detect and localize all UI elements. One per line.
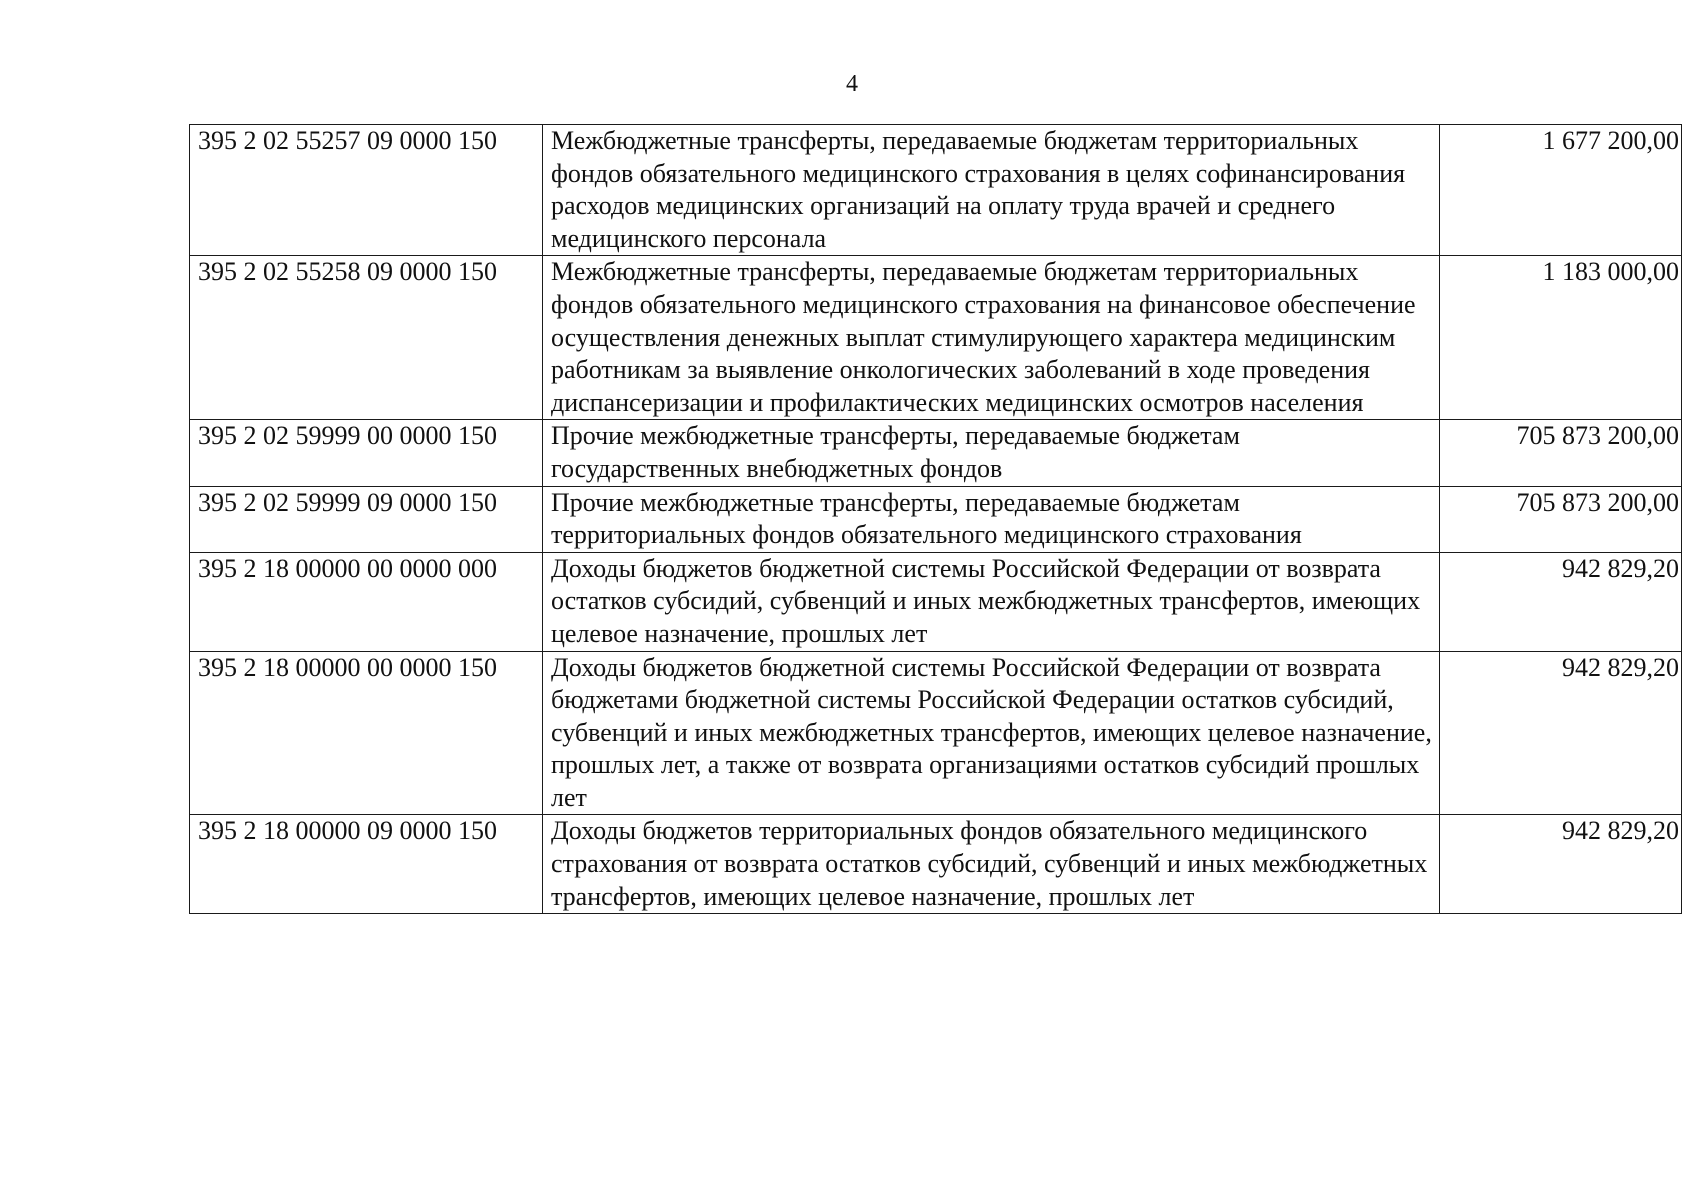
description-cell: Прочие межбюджетные трансферты, передаваемые бюджетам территориальных фондов обязательного медицинского страхования — [543, 486, 1440, 552]
budget-code-cell: 395 2 02 59999 00 0000 150 — [190, 420, 543, 486]
budget-code-cell: 395 2 18 00000 09 0000 150 — [190, 815, 543, 914]
table-row — [190, 256, 1682, 420]
description-cell: Доходы бюджетов бюджетной системы Российской Федерации от возврата остатков субсидий, субвенций и иных межбюджетных трансфертов, имеющих целевое назначение, прошлых лет — [543, 552, 1440, 651]
table-row — [190, 420, 1682, 486]
amount-cell: 705 873 200,00 — [1440, 486, 1682, 552]
amount-cell: 942 829,20 — [1440, 651, 1682, 815]
amount-cell: 705 873 200,00 — [1440, 420, 1682, 486]
budget-code-cell: 395 2 02 59999 09 0000 150 — [190, 486, 543, 552]
page-number: 4 — [846, 71, 858, 97]
table-row — [190, 815, 1682, 914]
description-cell: Межбюджетные трансферты, передаваемые бюджетам территориальных фондов обязательного медицинского страхования в целях софинансирования расходов медицинских организаций на оплату труда врачей и среднего медицинского персонала — [543, 125, 1440, 256]
description-cell: Доходы бюджетов бюджетной системы Российской Федерации от возврата бюджетами бюджетной системы Российской Федерации остатков субсидий, субвенций и иных межбюджетных трансфертов, имеющих целевое назначение, прошлых лет, а также от возврата организациями остатков субсидий прошлых лет — [543, 651, 1440, 815]
table-row — [190, 552, 1682, 651]
budget-code-cell: 395 2 02 55257 09 0000 150 — [190, 125, 543, 256]
amount-cell: 942 829,20 — [1440, 552, 1682, 651]
table-row — [190, 651, 1682, 815]
amount-cell: 1 677 200,00 — [1440, 125, 1682, 256]
description-cell: Прочие межбюджетные трансферты, передаваемые бюджетам государственных внебюджетных фондов — [543, 420, 1440, 486]
budget-code-cell: 395 2 18 00000 00 0000 000 — [190, 552, 543, 651]
budget-code-cell: 395 2 02 55258 09 0000 150 — [190, 256, 543, 420]
table-row — [190, 125, 1682, 256]
amount-cell: 942 829,20 — [1440, 815, 1682, 914]
description-cell: Доходы бюджетов территориальных фондов обязательного медицинского страхования от возврата остатков субсидий, субвенций и иных межбюджетных трансфертов, имеющих целевое назначение, прошлых лет — [543, 815, 1440, 914]
table-row — [190, 486, 1682, 552]
description-cell: Межбюджетные трансферты, передаваемые бюджетам территориальных фондов обязательного медицинского страхования на финансовое обеспечение осуществления денежных выплат стимулирующего характера медицинским работникам за выявление онкологических заболеваний в ходе проведения диспансеризации и профилактических медицинских осмотров населения — [543, 256, 1440, 420]
amount-cell: 1 183 000,00 — [1440, 256, 1682, 420]
budget-code-cell: 395 2 18 00000 00 0000 150 — [190, 651, 543, 815]
budget-revenue-table — [189, 124, 1682, 914]
